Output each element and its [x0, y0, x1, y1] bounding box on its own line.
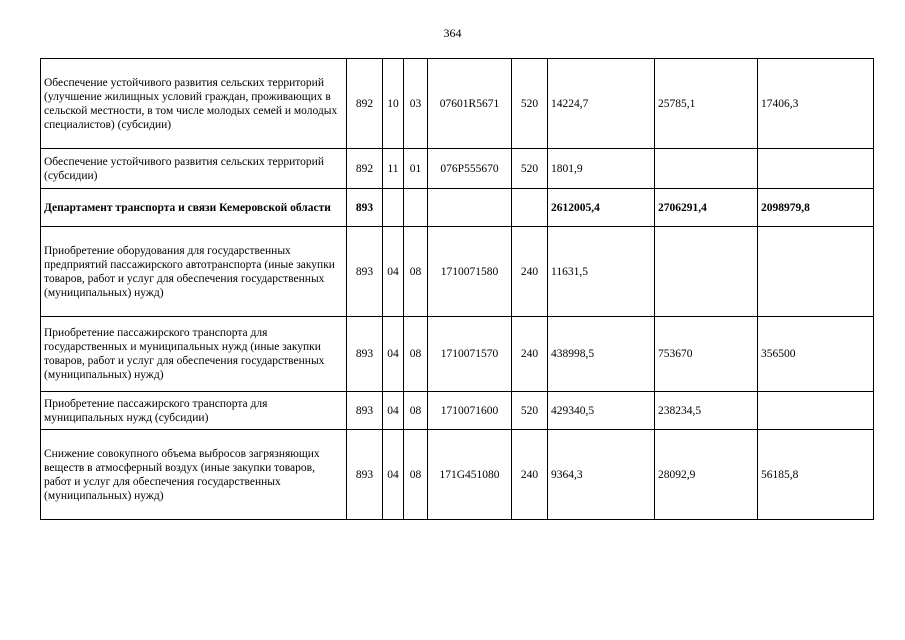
- ministry-code: 892: [347, 59, 383, 149]
- table-row: [41, 227, 874, 317]
- amount-year-1: 9364,3: [548, 430, 655, 520]
- row-name: Снижение совокупного объема выбросов загрязняющих веществ в атмосферный воздух (иные закупки товаров, работ и услуг для обеспечения государственных (муниципальных) нужд): [41, 430, 347, 520]
- ministry-code: 893: [347, 189, 383, 227]
- expense-type-code: 520: [512, 392, 548, 430]
- amount-year-3: 56185,8: [758, 430, 874, 520]
- target-article-code: [428, 189, 512, 227]
- amount-year-2: 25785,1: [655, 59, 758, 149]
- expense-type-code: 520: [512, 149, 548, 189]
- amount-year-3: 356500: [758, 317, 874, 392]
- amount-year-2: 2706291,4: [655, 189, 758, 227]
- expense-type-code: 240: [512, 430, 548, 520]
- row-name: Обеспечение устойчивого развития сельских территорий (субсидии): [41, 149, 347, 189]
- target-article-code: 171G451080: [428, 430, 512, 520]
- row-name: Обеспечение устойчивого развития сельских территорий (улучшение жилищных условий граждан, проживающих в сельской местности, в том числе молодых семей и молодых специалистов) (субсидии): [41, 59, 347, 149]
- subsection-code: 08: [404, 392, 428, 430]
- ministry-code: 893: [347, 317, 383, 392]
- amount-year-1: 14224,7: [548, 59, 655, 149]
- table-row: [41, 392, 874, 430]
- ministry-code: 893: [347, 392, 383, 430]
- row-name: Приобретение пассажирского транспорта для муниципальных нужд (субсидии): [41, 392, 347, 430]
- section-code: 04: [383, 317, 404, 392]
- subsection-code: 01: [404, 149, 428, 189]
- amount-year-2: 753670: [655, 317, 758, 392]
- amount-year-1: 1801,9: [548, 149, 655, 189]
- amount-year-2: [655, 149, 758, 189]
- table-row: [41, 189, 874, 227]
- amount-year-3: [758, 227, 874, 317]
- subsection-code: 03: [404, 59, 428, 149]
- row-name: Приобретение оборудования для государственных предприятий пассажирского автотранспорта (иные закупки товаров, работ и услуг для обеспечения государственных (муниципальных) нужд): [41, 227, 347, 317]
- row-name: Приобретение пассажирского транспорта для государственных и муниципальных нужд (иные закупки товаров, работ и услуг для обеспечения государственных (муниципальных) нужд): [41, 317, 347, 392]
- section-code: 11: [383, 149, 404, 189]
- subsection-code: [404, 189, 428, 227]
- page-number: 364: [443, 26, 462, 40]
- ministry-code: 892: [347, 149, 383, 189]
- target-article-code: 1710071570: [428, 317, 512, 392]
- amount-year-1: 429340,5: [548, 392, 655, 430]
- expense-type-code: 240: [512, 317, 548, 392]
- ministry-code: 893: [347, 430, 383, 520]
- amount-year-3: 17406,3: [758, 59, 874, 149]
- section-code: 04: [383, 227, 404, 317]
- section-code: 04: [383, 392, 404, 430]
- amount-year-2: [655, 227, 758, 317]
- subsection-code: 08: [404, 227, 428, 317]
- amount-year-2: 28092,9: [655, 430, 758, 520]
- target-article-code: 076P555670: [428, 149, 512, 189]
- amount-year-1: 2612005,4: [548, 189, 655, 227]
- subsection-code: 08: [404, 317, 428, 392]
- subsection-code: 08: [404, 430, 428, 520]
- expense-type-code: 520: [512, 59, 548, 149]
- amount-year-3: [758, 149, 874, 189]
- budget-table: [40, 58, 874, 520]
- section-code: [383, 189, 404, 227]
- amount-year-2: 238234,5: [655, 392, 758, 430]
- section-code: 10: [383, 59, 404, 149]
- amount-year-1: 11631,5: [548, 227, 655, 317]
- target-article-code: 1710071600: [428, 392, 512, 430]
- amount-year-3: [758, 392, 874, 430]
- ministry-code: 893: [347, 227, 383, 317]
- table-row: [41, 59, 874, 149]
- section-code: 04: [383, 430, 404, 520]
- amount-year-3: 2098979,8: [758, 189, 874, 227]
- amount-year-1: 438998,5: [548, 317, 655, 392]
- target-article-code: 1710071580: [428, 227, 512, 317]
- row-name: Департамент транспорта и связи Кемеровской области: [41, 189, 347, 227]
- table-row: [41, 430, 874, 520]
- target-article-code: 07601R5671: [428, 59, 512, 149]
- table-row: [41, 149, 874, 189]
- table-row: [41, 317, 874, 392]
- expense-type-code: [512, 189, 548, 227]
- expense-type-code: 240: [512, 227, 548, 317]
